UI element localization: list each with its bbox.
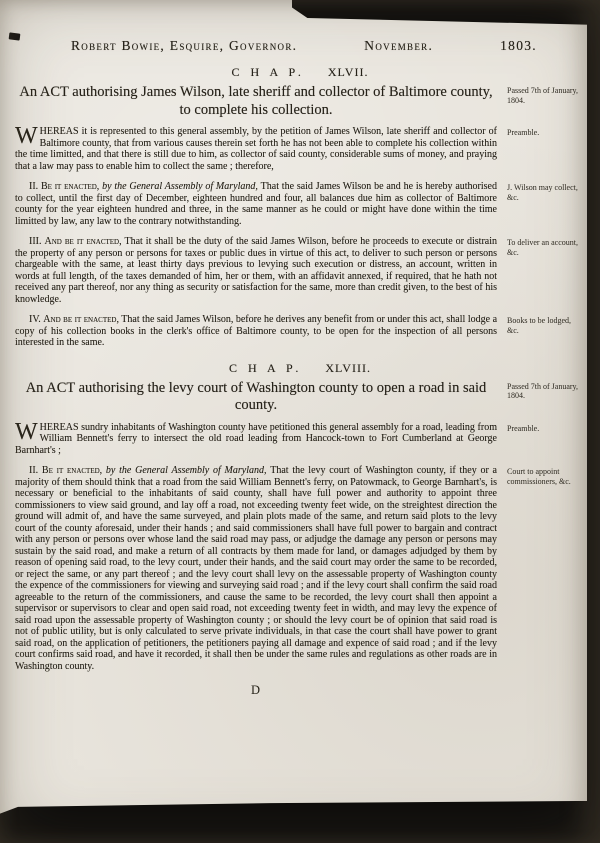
- margin-note: Preamble.: [507, 128, 540, 137]
- chapter-heading: [15, 65, 585, 80]
- act-paragraph: IV. And be it enacted, That the said James Wilson, before he derives any benefit from or under this act, shall lodge a copy of his collection books in the clerk's office of Baltimore county, to be open for the inspection of all persons interested in the same. Books to be lodged, &c.: [15, 314, 585, 358]
- running-header: [15, 38, 585, 54]
- chapter-label: C H A P.: [229, 360, 303, 375]
- act-paragraph: [15, 123, 585, 181]
- governor-name: Robert Bowie, Esquire, Governor.: [71, 38, 298, 53]
- chapter-heading: [15, 361, 585, 376]
- page-content: [15, 38, 585, 698]
- act-paragraph: II. Be it enacted, by the General Assembly of Maryland, That the levy court of Washington county, if they or a majority of them should think that a road from the said William Bennett's ferry, on Patowmack, to George Barnhart's, is necessary or beneficial to the inhabitants of said county, shall have full power and authority to appoint three commissioners to view said ground, and lay off a road, not exceeding twenty feet wide, on the streightest direction the ground will admit of, and have the same surveyed, and plain plots made of the same, and return said plots to the levy court of the county aforesaid, under their hands ; and said commissioners shall have full power to bargain and contract with any person or persons over whose land the said road may pass, or adjudge the damage any person or persons may sustain by the said road, and make a return of all contracts by them made for land, or damages adjudged by them by reason of opening said road, to the levy court, under their hands, and the said court may order the same to be recorded, or reject the same, or any part thereof ; and the levy court shall levy on the assessable property of Washington county the expence of the commissioners for viewing and surveying said road ; and if the levy court shall confirm the said road agreeable to the return of the commissioners, and cause the same to be recorded, the levy court shall then appoint a supervisor or supervisors to clear and open said road, not exceeding twenty feet in width, and may levy the expence of said road upon the assessable property of Washington county ; or should the levy court be of opinion that said road is not of public utility, but is only calculated to serve private individuals, in that case the court shall have power to grant said road, on the application of petitioners, the petitioners paying all damage and expence of said road ; and if the levy court confirms said road, and have it recorded, it shall then be under the same rules and regulations as other roads are in Washington county. Court to appoint commissioners, &c.: [15, 465, 585, 681]
- act-title: An ACT authorising the levy court of Washington county to open a road in said county.: [25, 379, 487, 413]
- scan-edge-top: [292, 0, 600, 25]
- paragraph-text: HEREAS sundry inhabitants of Washington county have petitioned this general assembly for a road, leading from William Bennett's ferry to intersect the old road leading from Hancock-town to Fort Cumberland at George Barnhart's ;: [15, 421, 497, 456]
- act-paragraph: II. Be it enacted, by the General Assembly of Maryland, That the said James Wilson be and he is hereby authorised to collect, until the first day of December, eighteen hundred and four, all balances due him as collector of Baltimore county for the year eighteen hundred and three, in the same manner as he could or might have done within the time limitted by law, any law to the contrary notwithstanding. J. Wilson may collect, &c.: [15, 181, 585, 236]
- act-title: An ACT authorising James Wilson, late sheriff and collector of Baltimore county, to complete his collection.: [19, 84, 493, 118]
- chapter-number: XLVIII.: [325, 360, 371, 375]
- paragraph-text: That the said James Wilson, before he derives any benefit from or under this act, shall lodge a copy of his collection books in the clerk's office of Baltimore county, to be open for the inspection of all persons interested in the same.: [15, 314, 498, 348]
- margin-note: J. Wilson may collect, &c.: [507, 183, 578, 202]
- margin-note: To deliver an account, &c.: [507, 238, 578, 257]
- year-label: 1803.: [500, 38, 537, 53]
- paragraph-text: HEREAS it is represented to this general assembly, by the petition of James Wilson, late sheriff and collector of Baltimore county, that from various causes therein set forth he has not been able to complete his collection within the time limitted, and that there is still due to him, as collector of said county, considerable sums of money, and praying that a law may pass to enable him to collect the same ; therefore,: [15, 126, 497, 172]
- act-paragraph: [15, 418, 585, 466]
- margin-note: Preamble.: [507, 423, 540, 433]
- paragraph-text: That the levy court of Washington county, if they or a majority of them should think that a road from the said William Bennett's ferry, on Patowmack, to George Barnhart's, is necessary or beneficial to the inhabitants of said county, shall have full power and authority to appoint three commissioners to view said ground, and lay off a road, not exceeding twenty feet wide, on the streightest direction the ground will admit of, and have the same surveyed, and plain plots made of the same, and return said plots to the levy court of the county aforesaid, under their hands ; and said commissioners shall have full power to bargain and contract with any person or persons over whose land the said road may pass, or adjudge the damage any person or persons may sustain by the said road, and make a return of all contracts by them made for land, or damages adjudged by them by reason of opening said road, to the levy court, under their hands, and the said court may order the same to be recorded, or reject the same, or any part thereof ; and the levy court shall levy on the assessable property of Washington county the expence of the commissioners for viewing and surveying said road ; and if the levy court shall confirm the said road agreeable to the return of the commissioners, and cause the same to be recorded, the levy court shall then appoint a supervisor or supervisors to clear and open said road, not exceeding twenty feet in width, and may levy the expence of said road upon the assessable property of Washington county ; or should the levy court be of opinion that said road is not of public utility, but is only calculated to serve private individuals, in that case the court shall have power to grant said road, on the application of petitioners, the petitioners paying all damage and expence of said road ; and if the levy court confirms said road, and have it recorded, it shall then be under the same rules and regulations as other roads are in Washington county.: [15, 465, 497, 672]
- dropcap: W: [15, 123, 38, 149]
- month-label: November.: [364, 38, 434, 53]
- chapter-label: C H A P.: [231, 65, 305, 79]
- ink-blot: [9, 32, 21, 40]
- paragraph-text: That the said James Wilson be and he is hereby authorised to collect, until the first day of December, eighteen hundred and four, all balances due him as collector of Baltimore county for the year eighteen hundred and three, in the same manner as he could or might have done within the time limitted by law, any law to the contrary notwithstanding.: [15, 181, 497, 227]
- signature-mark: D: [250, 683, 262, 697]
- act-title-row: [15, 84, 585, 126]
- chapter-number: XLVII.: [327, 65, 369, 79]
- margin-note-passed: Passed 7th of January, 1804.: [507, 381, 579, 400]
- margin-note: Court to appoint commissioners, &c.: [507, 467, 571, 486]
- act-title-row: [15, 380, 585, 422]
- margin-note: Books to be lodged, &c.: [507, 316, 571, 335]
- margin-note-passed: Passed 7th of January, 1804.: [507, 86, 579, 105]
- paragraph-text: That it shall be the duty of the said James Wilson, before he proceeds to execute or distrain the property of any person or persons for taxes or public dues in virtue of this act, to deliver to such person or persons chargeable with the same, at least thirty days previous to levying such execution or distress, an account, written in words at full length, of the taxes demanded of him, her or them, with an affidavit annexed, if required, that he hath not received any part thereof, nor any thing as security or satisfaction for the same, more than credit given, to the best of his knowledge.: [15, 236, 498, 305]
- scan-edge-right: [587, 0, 600, 843]
- dropcap: W: [15, 418, 38, 445]
- act-paragraph: III. And be it enacted, That it shall be the duty of the said James Wilson, before he proceeds to execute or distrain the property of any person or persons for taxes or public dues in virtue of this act, to deliver to such person or persons chargeable with the same, at least thirty days previous to levying such execution or distress, an account, written in words at full length, of the taxes demanded of him, her or them, with an affidavit annexed, if required, that he hath not received any part thereof, nor any thing as security or satisfaction for the same, more than credit given, to the best of his knowledge. To deliver an account, &c.: [15, 236, 585, 314]
- scan-edge-bottom: [0, 801, 600, 843]
